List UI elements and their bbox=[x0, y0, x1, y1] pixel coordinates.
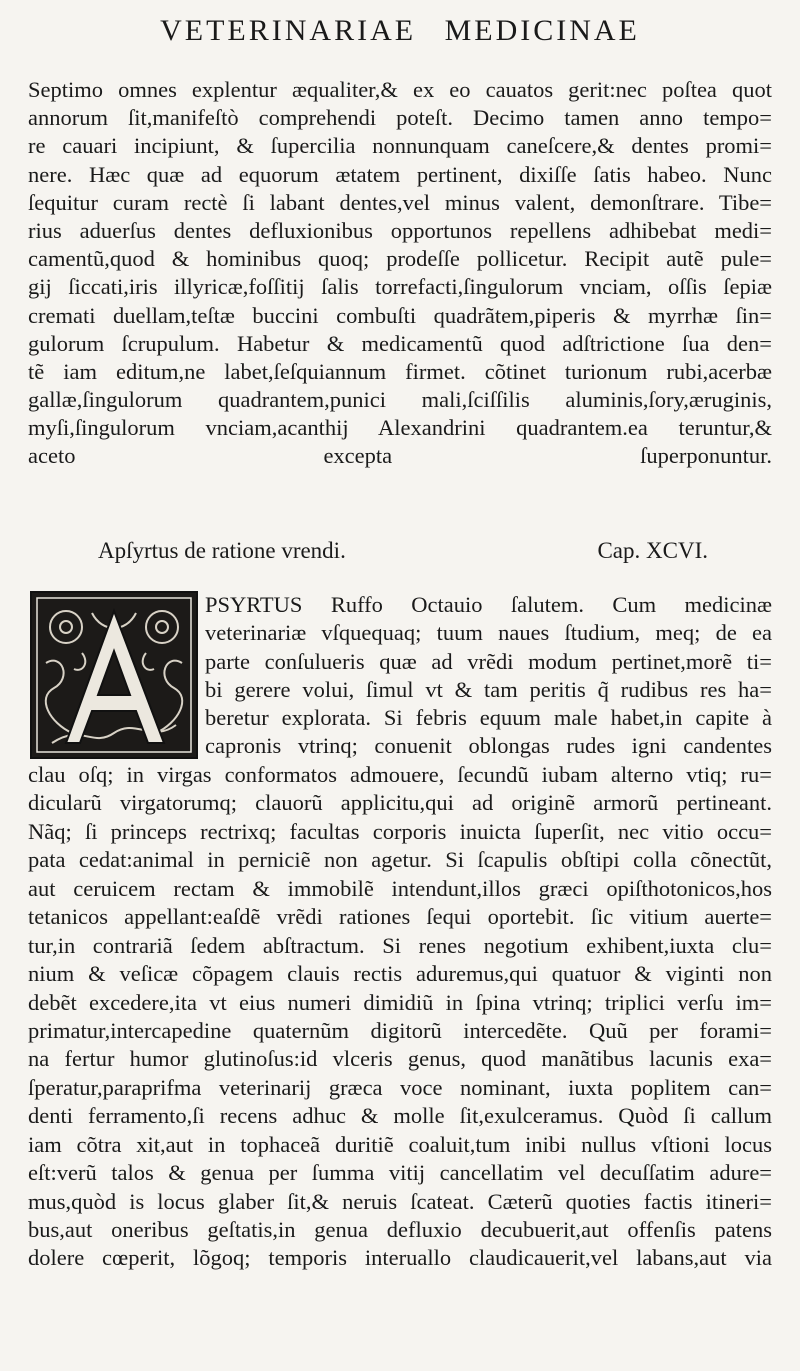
text-line: ſperatur,paraprifma veterinarij græca voce nominant, iuxta poplitem can= bbox=[28, 1074, 772, 1100]
text-line: pata cedat:animal in perniciẽ non agetur. Si ſcapulis obſtipi colla cõnectũt, bbox=[28, 847, 772, 873]
text-line: primatur,intercapedine quaternũm digitorũ intercedẽte. Quũ per forami= bbox=[28, 1017, 772, 1043]
text-line: nium & veſicæ cõpagem clauis rectis aduremus,qui quatuor & viginti non bbox=[28, 961, 772, 987]
text-line: beretur explorata. Si febris equum male habet,in capite à bbox=[205, 705, 772, 731]
paragraph-1 bbox=[28, 76, 772, 471]
text-line: denti ferramento,ſi recens adhuc & molle ſit,exulceramus. Quòd ſi callum bbox=[28, 1103, 772, 1129]
text-line: tur,in contrariã ſedem abſtractum. Si renes negotium exhibent,iuxta clu= bbox=[28, 932, 772, 958]
text-line: parte conſulueris quæ ad vrẽdi modum pertinet,morẽ ti= bbox=[205, 648, 772, 674]
text-line: tetanicos appellant:eaſdẽ vrẽdi rationes ſequi oportebit. ſic vitium auerte= bbox=[28, 904, 772, 930]
text-line: annorum ſit,manifeſtò comprehendi poteſt. Decimo tamen anno tempo= bbox=[28, 105, 772, 131]
text-line: cremati duellam,teſtæ buccini combuſti quadrãtem,piperis & myrrhæ ſin= bbox=[28, 302, 772, 328]
text-line: Nãq; ſi princeps rectrixq; facultas corporis inuicta ſuperſit, nec vitio occu= bbox=[28, 818, 772, 844]
text-line: bi gerere volui, ſimul vt & tam peritis q̃ rudibus res ha= bbox=[205, 676, 772, 702]
text-line: re cauari incipiunt, & ſupercilia nonnunquam caneſcere,& dentes promi= bbox=[28, 133, 772, 159]
text-line: Septimo omnes explentur æqualiter,& ex eo cauatos gerit:nec poſtea quot bbox=[28, 77, 772, 102]
text-line: tẽ iam editum,ne labet,ſeſquiannum firmet. cõtinet turionum rubi,acerbæ bbox=[28, 358, 772, 384]
text-line: gallæ,ſingulorum quadrantem,punici mali,ſciſſilis aluminis,ſory,æruginis, bbox=[28, 387, 772, 413]
text-line: na fertur humor glutinoſus:id vlceris genus, quod manãtibus lacunis exa= bbox=[28, 1046, 772, 1072]
decorated-initial-icon bbox=[30, 591, 198, 759]
text-line: gij ſiccati,iris illyricæ,foſſitij ſalis torrefacti,ſingulorum vnciam, oſſis ſepiæ bbox=[28, 274, 772, 300]
chapter-heading bbox=[98, 538, 708, 564]
paragraph-2-continued bbox=[28, 761, 772, 1273]
text-line: veterinariæ vſquequaq; tuum naues ſtudium, meq; de ea bbox=[205, 620, 772, 646]
text-line: myſi,ſingulorum vnciam,acanthij Alexandrini quadrantem.ea teruntur,& bbox=[28, 415, 772, 441]
running-head: VETERINARIAE MEDICINAE bbox=[160, 14, 640, 47]
text-line: dicularũ virgatorumq; clauorũ applicitu,qui ad originẽ armorũ pertineant. bbox=[28, 790, 772, 816]
chapter-title: Apſyrtus de ratione vrendi. bbox=[98, 538, 346, 563]
text-line: aut ceruicem rectam & immobilẽ intendunt,illos græci opiſthotonicos,hos bbox=[28, 875, 772, 901]
text-line: debẽt excedere,ita vt eius numeri dimidiũ in ſpina vtrinq; triplici verſu im= bbox=[28, 989, 772, 1015]
text-line: rius aduerſus dentes defluxionibus opportunos repellens adhibebat medi= bbox=[28, 217, 772, 243]
text-line: mus,quòd is locus glaber ſit,& neruis ſcateat. Cæterũ quoties factis itineri= bbox=[28, 1188, 772, 1214]
text-line: nere. Hæc quæ ad equorum ætatem pertinent, dixiſſe ſatis habeo. Nunc bbox=[28, 161, 772, 187]
chapter-number: Cap. XCVI. bbox=[597, 538, 708, 563]
paragraph-2-indented bbox=[205, 591, 772, 761]
text-line: PSYRTUS Ruffo Octauio ſalutem. Cum medicinæ bbox=[205, 592, 772, 617]
text-line: capronis vtrinq; conuenit oblongas rudes igni candentes bbox=[205, 733, 772, 759]
text-line: clau oſq; in virgas conformatos admouere, ſecundũ iubam alterno vtiq; ru= bbox=[28, 762, 772, 787]
text-line: bus,aut oneribus geſtatis,in genua defluxio decubuerit,aut offenſis patens bbox=[28, 1217, 772, 1242]
text-line: eſt:verũ talos & genua per ſumma vitij cancellatim vel decuſſatim adure= bbox=[28, 1160, 772, 1186]
text-line: ſequitur curam rectè ſi labant dentes,vel minus valent, demonſtrare. Tibe= bbox=[28, 189, 772, 215]
text-line: camentũ,quod & hominibus quoq; prodeſſe pollicetur. Recipit autẽ pule= bbox=[28, 246, 772, 272]
text-line: aceto excepta ſuperponuntur. bbox=[28, 443, 772, 469]
text-line: dolere cœperit, lõgoq; temporis interuallo claudicauerit,vel labans,aut via bbox=[28, 1245, 772, 1271]
text-line: gulorum ſcrupulum. Habetur & medicamentũ quod adſtrictione ſua den= bbox=[28, 330, 772, 356]
text-line: iam cõtra xit,aut in tophaceã duritiẽ coaluit,tum inibi nullus vſtioni locus bbox=[28, 1131, 772, 1157]
